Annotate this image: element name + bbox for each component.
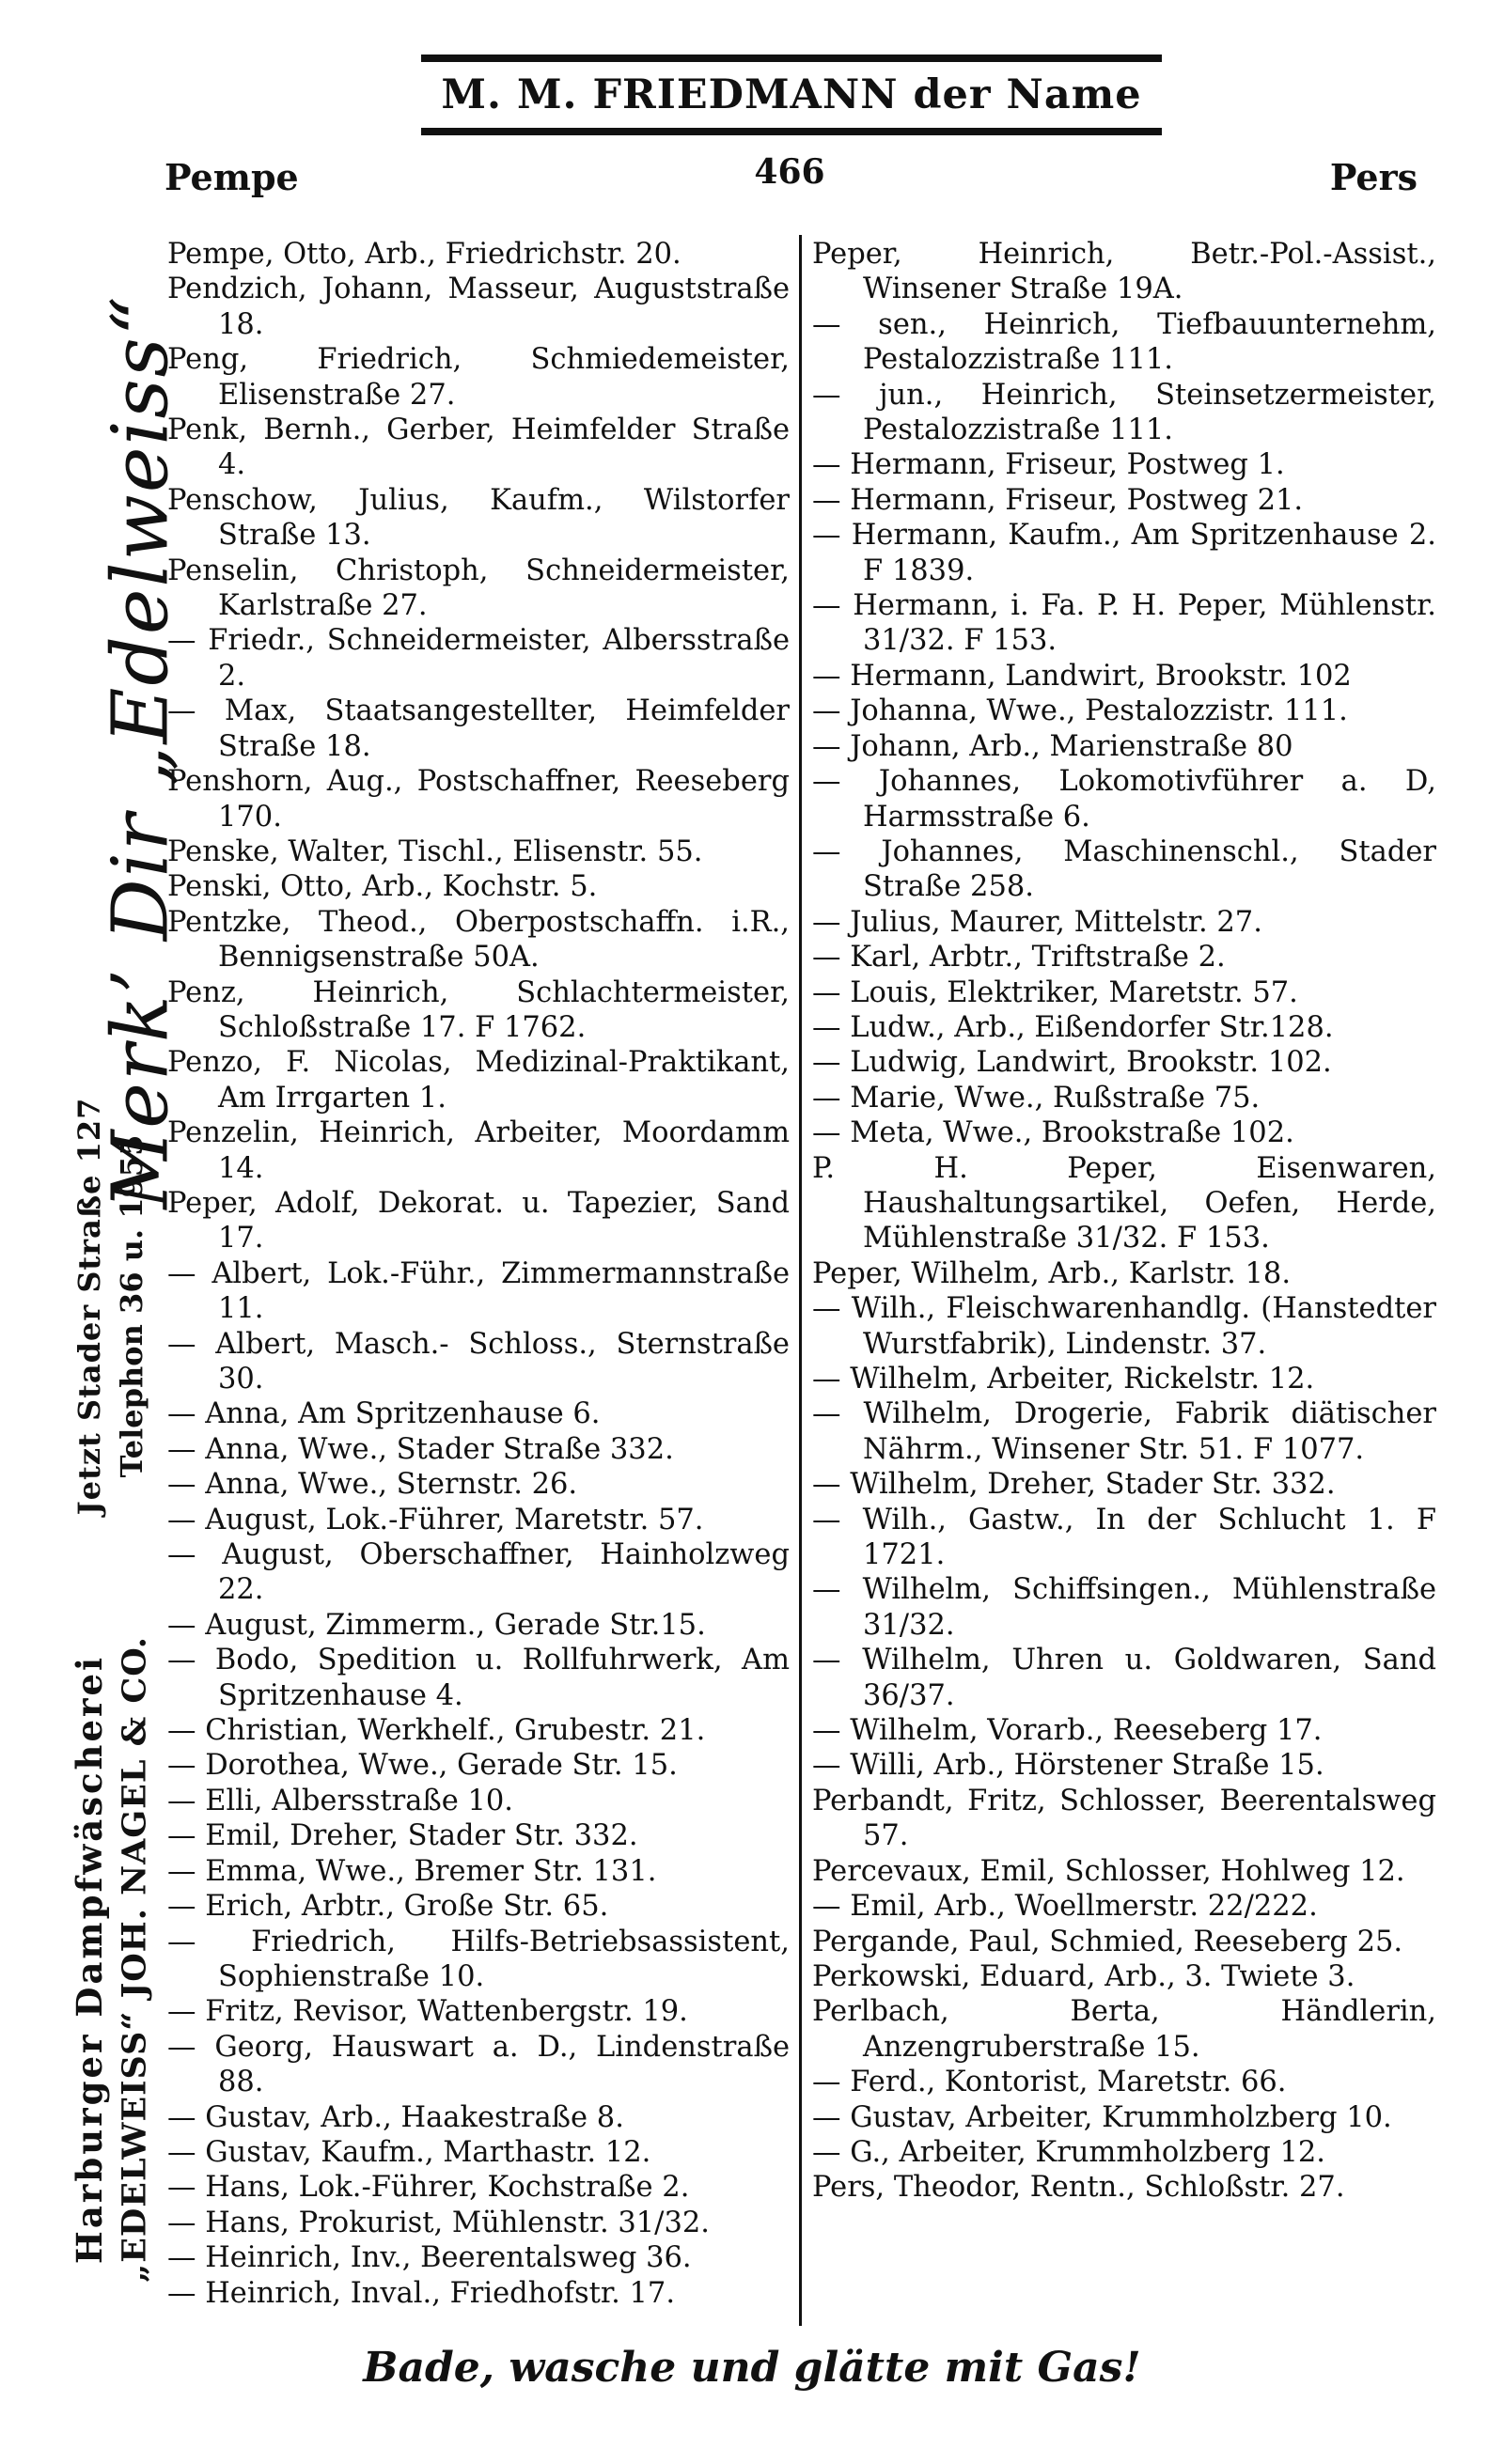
directory-entry: P. H. Peper, Eisenwaren, Haushaltungsartikel, Oefen, Herde, Mühlenstraße 31/32. F 153. xyxy=(812,1151,1436,1255)
directory-entry: — Friedrich, Hilfs-Betriebsassistent, Sophienstraße 10. xyxy=(167,1925,790,1993)
directory-entry: — Heinrich, Inv., Beerentalsweg 36. xyxy=(167,2241,692,2275)
directory-entry: — Anna, Wwe., Stader Straße 332. xyxy=(167,1432,674,1466)
directory-entry: Penselin, Christoph, Schneidermeister, Karlstraße 27. xyxy=(167,554,790,623)
directory-entry: — Wilhelm, Drogerie, Fabrik diätischer Nährm., Winsener Str. 51. F 1077. xyxy=(812,1397,1436,1466)
directory-entry: — Wilhelm, Uhren u. Goldwaren, Sand 36/37. xyxy=(812,1644,1436,1712)
directory-entry: — Fritz, Revisor, Wattenbergstr. 19. xyxy=(167,1995,688,2029)
directory-entry: Perbandt, Fritz, Schlosser, Beerentalsweg 57. xyxy=(812,1784,1436,1853)
directory-entry: — sen., Heinrich, Tiefbauunternehm, Pestalozzistraße 111. xyxy=(812,307,1436,377)
directory-entry: — Ludw., Arb., Eißendorfer Str.128. xyxy=(812,1010,1334,1044)
directory-entry: — Wilh., Gastw., In der Schlucht 1. F 1721. xyxy=(812,1503,1436,1572)
directory-entry: Peper, Adolf, Dekorat. u. Tapezier, Sand 17. xyxy=(167,1186,790,1255)
directory-entry: — Albert, Masch.- Schloss., Sternstraße 30. xyxy=(167,1327,790,1396)
directory-entry: — August, Zimmerm., Gerade Str.15. xyxy=(167,1608,706,1642)
directory-entry: — Gustav, Arb., Haakestraße 8. xyxy=(167,2100,624,2134)
directory-entry: — Anna, Am Spritzenhause 6. xyxy=(167,1397,601,1431)
directory-entry: — jun., Heinrich, Steinsetzermeister, Pestalozzistraße 111. xyxy=(812,378,1436,447)
running-head-right: Pers xyxy=(1329,156,1418,198)
directory-entry: — Wilh., Fleischwarenhandlg. (Hanstedter Wurstfabrik), Lindenstr. 37. xyxy=(812,1292,1436,1361)
directory-entry: Penschow, Julius, Kaufm., Wilstorfer Straße 13. xyxy=(167,483,790,553)
directory-entry: — Anna, Wwe., Sternstr. 26. xyxy=(167,1468,578,1502)
directory-entry: — Emma, Wwe., Bremer Str. 131. xyxy=(167,1854,657,1888)
directory-entry: — August, Lok.-Führer, Maretstr. 57. xyxy=(167,1503,704,1536)
directory-entry: — Hans, Prokurist, Mühlenstr. 31/32. xyxy=(167,2206,710,2239)
directory-entry: Pergande, Paul, Schmied, Reeseberg 25. xyxy=(812,1925,1403,1958)
side-address: Jetzt Stader Straße 127 xyxy=(71,1097,107,1516)
directory-entry: Penske, Walter, Tischl., Elisenstr. 55. xyxy=(167,834,703,868)
directory-entry: — Gustav, Kaufm., Marthastr. 12. xyxy=(167,2135,651,2169)
directory-entry: — Christian, Werkhelf., Grubestr. 21. xyxy=(167,1714,706,1748)
directory-entry: — Elli, Albersstraße 10. xyxy=(167,1784,513,1817)
directory-entry: — Hermann, Friseur, Postweg 21. xyxy=(812,483,1304,517)
directory-entry: — Hermann, Landwirt, Brookstr. 102 xyxy=(812,659,1352,693)
directory-entry: — Wilhelm, Schiffsingen., Mühlenstraße 31/32. xyxy=(812,1573,1436,1642)
directory-entry: Penski, Otto, Arb., Kochstr. 5. xyxy=(167,870,598,904)
side-telephone: Telephon 36 u. 1955 xyxy=(114,1134,149,1478)
directory-entry: — Ludwig, Landwirt, Brookstr. 102. xyxy=(812,1046,1332,1080)
directory-entry: Peng, Friedrich, Schmiedemeister, Elisenstraße 27. xyxy=(167,343,790,412)
directory-entry: — G., Arbeiter, Krummholzberg 12. xyxy=(812,2135,1325,2169)
directory-entry: — Friedr., Schneidermeister, Albersstraße 2. xyxy=(167,624,790,693)
directory-entry: — Meta, Wwe., Brookstraße 102. xyxy=(812,1116,1294,1150)
side-motto: Merk’ Dir „Edelweiss“ xyxy=(96,294,186,1209)
directory-entry: — Johannes, Lokomotivführer a. D, Harmsstraße 6. xyxy=(812,765,1436,834)
directory-entry: — Heinrich, Inval., Friedhofstr. 17. xyxy=(167,2276,676,2310)
directory-entry: — Wilhelm, Dreher, Stader Str. 332. xyxy=(812,1468,1336,1502)
directory-entry: — Wilhelm, Arbeiter, Rickelstr. 12. xyxy=(812,1363,1315,1396)
directory-entry: — Marie, Wwe., Rußstraße 75. xyxy=(812,1081,1261,1115)
footer-slogan: Bade, wasche und glätte mit Gas! xyxy=(363,2344,1141,2392)
directory-entry: — Wilhelm, Vorarb., Reeseberg 17. xyxy=(812,1714,1323,1748)
directory-entry: — Erich, Arbtr., Große Str. 65. xyxy=(167,1890,609,1924)
directory-entry: — Gustav, Arbeiter, Krummholzberg 10. xyxy=(812,2100,1392,2134)
directory-entry: — Emil, Dreher, Stader Str. 332. xyxy=(167,1819,638,1853)
right-column xyxy=(812,237,1436,2206)
directory-entry: Perlbach, Berta, Händlerin, Anzengruberstraße 15. xyxy=(812,1995,1436,2064)
directory-entry: — Bodo, Spedition u. Rollfuhrwerk, Am Spritzenhause 4. xyxy=(167,1644,790,1712)
directory-entry: Penzo, F. Nicolas, Medizinal-Praktikant, Am Irrgarten 1. xyxy=(167,1046,790,1115)
running-head-left: Pempe xyxy=(164,156,299,198)
directory-entry: — Hermann, Kaufm., Am Spritzenhause 2. F 1839. xyxy=(812,519,1436,587)
directory-entry: Perkowski, Eduard, Arb., 3. Twiete 3. xyxy=(812,1959,1355,1993)
directory-entry: — Georg, Hauswart a. D., Lindenstraße 88. xyxy=(167,2030,790,2099)
directory-entry: — Hermann, i. Fa. P. H. Peper, Mühlenstr. 31/32. F 153. xyxy=(812,589,1436,658)
column-divider xyxy=(799,235,802,2326)
directory-entry: — Julius, Maurer, Mittelstr. 27. xyxy=(812,905,1262,939)
directory-entry: — Hermann, Friseur, Postweg 1. xyxy=(812,448,1285,482)
directory-entry: Pers, Theodor, Rentn., Schloßstr. 27. xyxy=(812,2171,1345,2205)
directory-entry: — Max, Staatsangestellter, Heimfelder Straße 18. xyxy=(167,694,790,763)
directory-entry: — Hans, Lok.-Führer, Kochstraße 2. xyxy=(167,2171,690,2205)
side-company-line1: Harburger Dampfwäscherei xyxy=(69,1654,110,2265)
directory-entry: — Emil, Arb., Woellmerstr. 22/222. xyxy=(812,1890,1318,1924)
page-header-title: M. M. FRIEDMANN der Name xyxy=(441,71,1142,118)
directory-entry: — Johannes, Maschinenschl., Stader Straße 258. xyxy=(812,834,1436,904)
directory-entry: Penk, Bernh., Gerber, Heimfelder Straße 4. xyxy=(167,413,790,482)
directory-entry: Penz, Heinrich, Schlachtermeister, Schloßstraße 17. F 1762. xyxy=(167,975,790,1044)
directory-entry: Percevaux, Emil, Schlosser, Hohlweg 12. xyxy=(812,1854,1405,1888)
directory-entry: Penshorn, Aug., Postschaffner, Reeseberg 170. xyxy=(167,765,790,834)
directory-entry: Penzelin, Heinrich, Arbeiter, Moordamm 14. xyxy=(167,1116,790,1185)
directory-entry: — Dorothea, Wwe., Gerade Str. 15. xyxy=(167,1749,678,1783)
side-company-line2: „EDELWEISS“ JOH. NAGEL & CO. xyxy=(115,1636,154,2283)
directory-entry: — Willi, Arb., Hörstener Straße 15. xyxy=(812,1749,1324,1783)
directory-entry: Pentzke, Theod., Oberpostschaffn. i.R., Bennigsenstraße 50A. xyxy=(167,905,790,975)
directory-entry: — Johann, Arb., Marienstraße 80 xyxy=(812,729,1293,763)
directory-entry: — Albert, Lok.-Führ., Zimmermannstraße 11. xyxy=(167,1256,790,1326)
directory-entry: — Johanna, Wwe., Pestalozzistr. 111. xyxy=(812,694,1348,728)
directory-entry: — August, Oberschaffner, Hainholzweg 22. xyxy=(167,1538,790,1607)
directory-entry: Peper, Wilhelm, Arb., Karlstr. 18. xyxy=(812,1256,1292,1290)
directory-entry: — Louis, Elektriker, Maretstr. 57. xyxy=(812,975,1298,1009)
directory-entry: Pendzich, Johann, Masseur, Auguststraße 18. xyxy=(167,273,790,341)
directory-entry: Peper, Heinrich, Betr.-Pol.-Assist., Winsener Straße 19A. xyxy=(812,238,1436,306)
page-number: 466 xyxy=(754,152,825,192)
directory-entry: — Karl, Arbtr., Triftstraße 2. xyxy=(812,941,1226,975)
left-column xyxy=(167,237,790,2311)
page-header-banner xyxy=(421,55,1162,135)
directory-entry: Pempe, Otto, Arb., Friedrichstr. 20. xyxy=(167,238,682,271)
directory-entry: — Ferd., Kontorist, Maretstr. 66. xyxy=(812,2066,1287,2099)
